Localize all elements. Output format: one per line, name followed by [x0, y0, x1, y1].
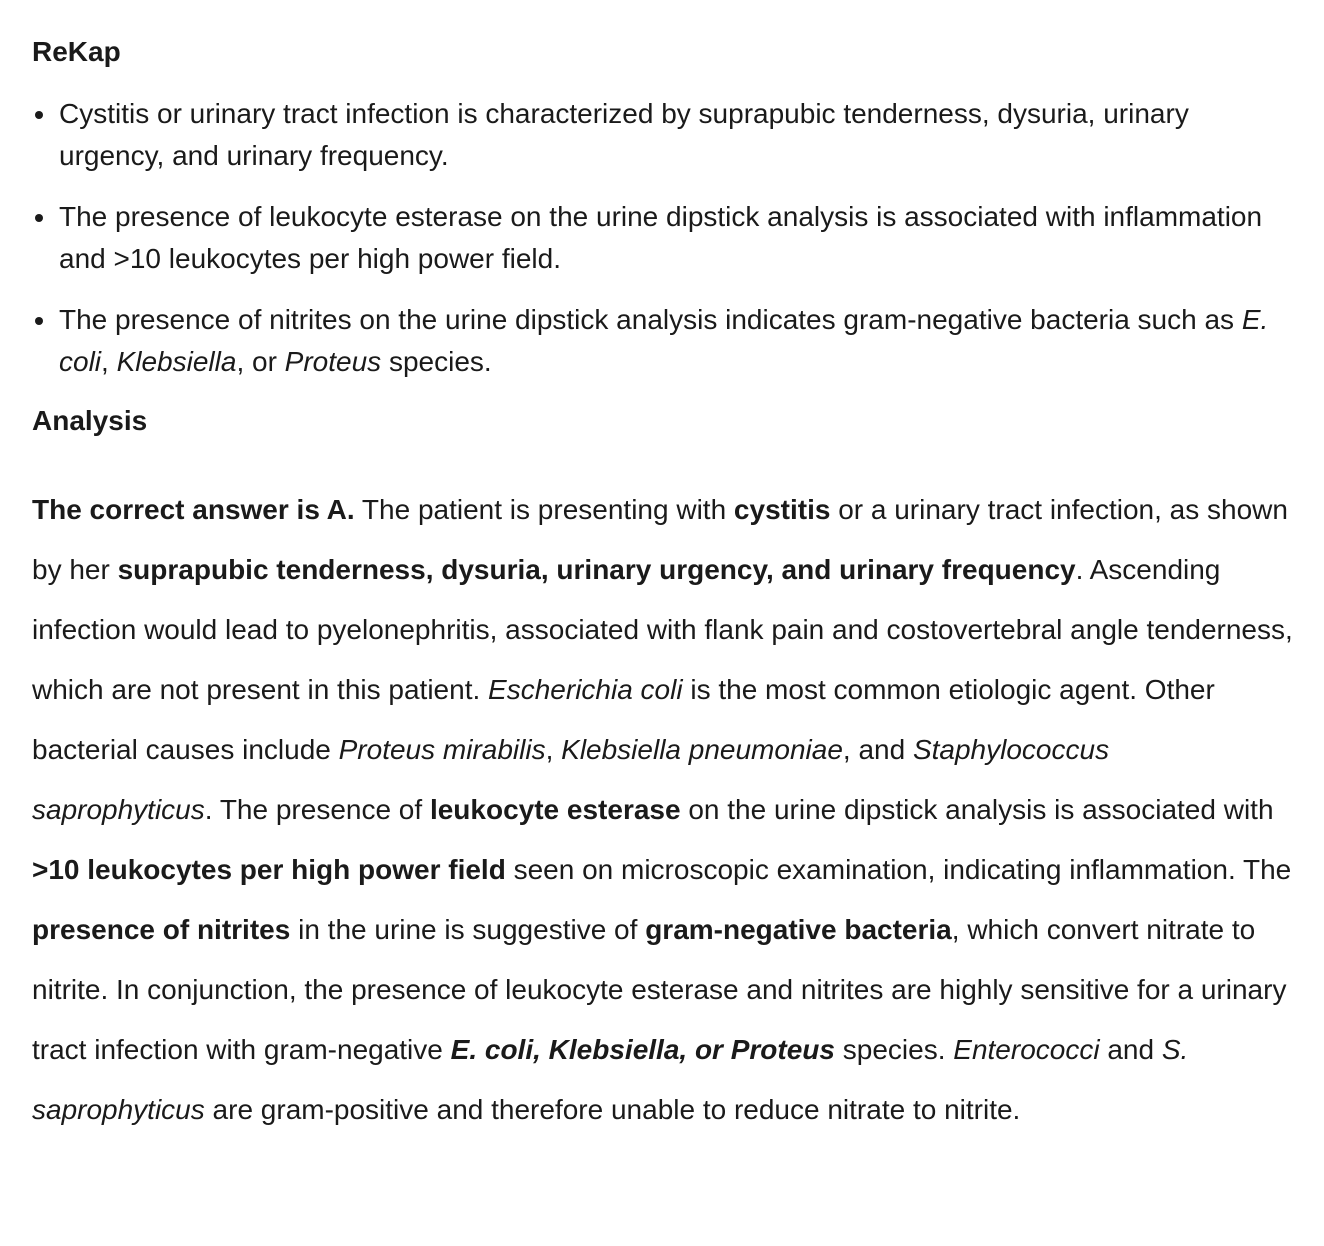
- emphasis: presence of nitrites: [32, 914, 291, 945]
- correct-answer-statement: The correct answer is A.: [32, 494, 355, 525]
- emphasis: gram-negative bacteria: [645, 914, 952, 945]
- emphasis: >10 leukocytes per high power field: [32, 854, 506, 885]
- analysis-paragraph: The correct answer is A. The patient is presenting with cystitis or a urinary tract infection, as shown by her suprapubic tenderness, dysuria, urinary urgency, and urinary frequency. Ascending infection would lead to pyelonephritis, associated with flank pain and costovertebral angle tenderness, which are not present in this patient. Escherichia coli is the most common etiologic agent. Other bacterial causes include Proteus mirabilis, Klebsiella pneumoniae, and Staphylococcus saprophyticus. The presence of leukocyte esterase on the urine dipstick analysis is associated with >10 leukocytes per high power field seen on microscopic examination, indicating inflammation. The presence of nitrites in the urine is suggestive of gram-negative bacteria, which convert nitrate to nitrite. In conjunction, the presence of leukocyte esterase and nitrites are highly sensitive for a urinary tract infection with gram-negative E. coli, Klebsiella, or Proteus species. Enterococci and S. saprophyticus are gram-positive and therefore unable to reduce nitrate to nitrite.: [32, 494, 1293, 1125]
- organism-name: Staphylococcus saprophyticus: [32, 734, 1110, 825]
- rekap-list: [32, 93, 1292, 383]
- rekap-bullet-1: [32, 93, 1292, 177]
- analysis-heading: Analysis: [32, 405, 148, 436]
- organism-name: Proteus: [284, 346, 382, 377]
- rekap-heading: ReKap: [32, 36, 121, 67]
- organism-name: Enterococci: [953, 1034, 1100, 1065]
- organism-name: E. coli: [59, 304, 1269, 377]
- organism-name: S. saprophyticus: [32, 1034, 1189, 1125]
- emphasis: suprapubic tenderness, dysuria, urinary urgency, and urinary frequency: [117, 554, 1076, 585]
- bullet-dot-icon: [35, 317, 43, 325]
- rekap-bullet-text: The presence of nitrites on the urine dipstick analysis indicates gram-negative bacteria such as: [59, 304, 1242, 335]
- rekap-bullet-text: Cystitis or urinary tract infection is characterized by suprapubic tenderness, dysuria, urinary urgency, and urinary frequency.: [59, 98, 1189, 171]
- rekap-bullet-3: The presence of nitrites on the urine dipstick analysis indicates gram-negative bacteria such as E. coli, Klebsiella, or Proteus species.: [32, 299, 1292, 383]
- organism-name: Escherichia coli: [488, 674, 683, 705]
- emphasis: cystitis: [733, 494, 831, 525]
- rekap-bullet-text: The presence of leukocyte esterase on the urine dipstick analysis is associated with inflammation and >10 leukocytes per high power field.: [59, 201, 1263, 274]
- rekap-bullet-2: [32, 196, 1292, 280]
- bullet-dot-icon: [35, 111, 43, 119]
- organism-name: Klebsiella: [116, 346, 237, 377]
- emphasis-organisms: E. coli, Klebsiella, or Proteus: [450, 1034, 835, 1065]
- organism-name: Proteus mirabilis: [338, 734, 546, 765]
- bullet-dot-icon: [35, 214, 43, 222]
- organism-name: Klebsiella pneumoniae: [561, 734, 843, 765]
- emphasis: leukocyte esterase: [429, 794, 681, 825]
